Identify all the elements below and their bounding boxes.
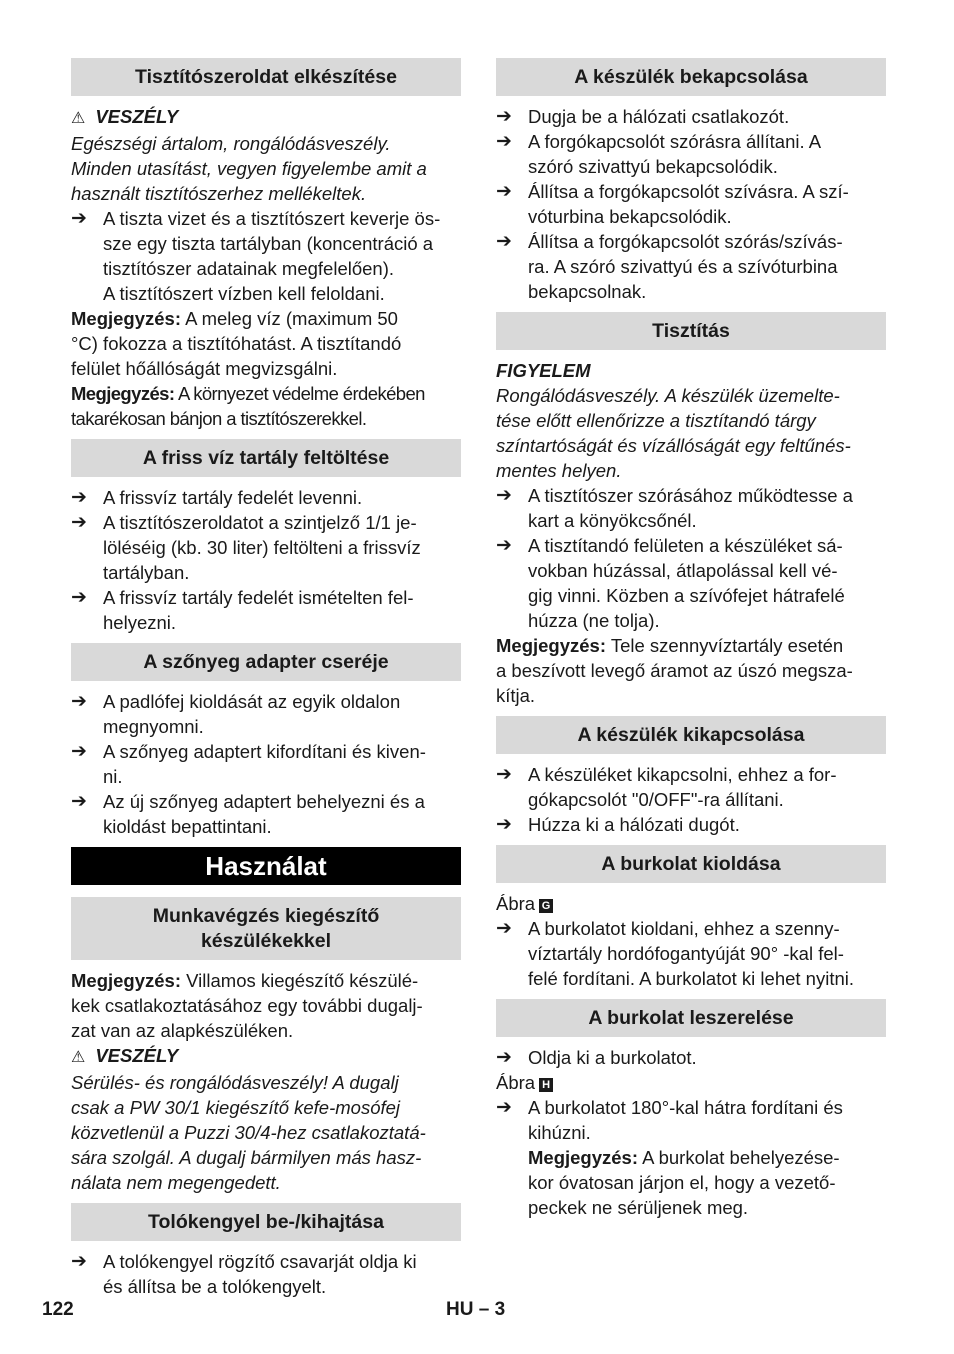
section-heading-carpet-adapter: A szőnyeg adapter cseréje	[71, 643, 461, 681]
left-column	[71, 58, 461, 1299]
arrow-icon: ➔	[71, 587, 87, 608]
arrow-icon: ➔	[496, 535, 512, 556]
section-heading-cleaning: Tisztítás	[496, 312, 886, 350]
list-item: ➔ A burkolatot kioldani, ehhez a szenny- víztartály hordófogantyúját 90° -kal fel- felé fordítani. A burkolatot ki lehet nyitni.	[496, 918, 854, 989]
arrow-icon: ➔	[71, 487, 87, 508]
arrow-icon: ➔	[71, 791, 87, 812]
section-heading-cover-removal: A burkolat leszerelése	[496, 999, 886, 1037]
arrow-icon: ➔	[71, 1251, 87, 1272]
note: Megjegyzés: Villamos kiegészítő készülé- kek csatlakoztatásához egy további dugalj- zat van az alapkészüléken.	[71, 970, 423, 1041]
list-item: ➔ Húzza ki a hálózati dugót.	[496, 814, 740, 835]
attention-text: Rongálódásveszély. A készülék üzemelte- tése előtt ellenőrizze a tisztítandó tárgy színtartóságát és vízállóságát egy feltűnés- mentes helyen.	[496, 385, 851, 481]
figure-reference: Ábra G	[496, 891, 886, 916]
list-item: ➔ A burkolatot 180°-kal hátra fordítani és kihúzni.	[496, 1097, 843, 1143]
list-item: ➔ A padlófej kioldását az egyik oldalon megnyomni.	[71, 691, 401, 737]
note: Megjegyzés: Tele szennyvíztartály esetén a beszívott levegő áramot az úszó megsza- kítja.	[496, 635, 853, 706]
arrow-icon: ➔	[496, 231, 512, 252]
list-item: ➔ A frissvíz tartály fedelét levenni.	[71, 487, 363, 508]
warning-triangle-icon: ⚠	[71, 110, 86, 127]
section-heading-push-handle: Tolókengyel be-/kihajtása	[71, 1203, 461, 1241]
arrow-icon: ➔	[71, 512, 87, 533]
list-item: ➔ A forgókapcsolót szórásra állítani. A szóró szivattyú bekapcsolódik.	[496, 131, 822, 177]
attention-label: FIGYELEM	[496, 360, 591, 381]
section-heading-fresh-water-tank: A friss víz tartály feltöltése	[71, 439, 461, 477]
arrow-icon: ➔	[71, 741, 87, 762]
arrow-icon: ➔	[496, 814, 512, 835]
list-item: ➔ A szőnyeg adaptert kifordítani és kiven- ni.	[71, 741, 426, 787]
note: Megjegyzés: A meleg víz (maximum 50 °C) fokozza a tisztítóhatást. A tisztítandó felület hőállóságát megvizsgálni.	[71, 308, 402, 379]
list-item: ➔ Állítsa a forgókapcsolót szórás/szívás- ra. A szóró szivattyú és a szívóturbina bekapcsolnak.	[496, 231, 843, 302]
arrow-icon: ➔	[496, 181, 512, 202]
list-item: ➔ Állítsa a forgókapcsolót szívásra. A szí- vóturbina bekapcsolódik.	[496, 181, 849, 227]
page-number: 122	[42, 1299, 74, 1320]
list-item: ➔ A tiszta vizet és a tisztítószert keverje ös- sze egy tiszta tartályban (koncentráció a tisztítószer adatainak megfelelően). A tisztítószert vízben kell feloldani.	[71, 208, 441, 304]
list-item: ➔ A frissvíz tartály fedelét ismételten fel- helyezni.	[71, 587, 414, 633]
list-item: ➔ Dugja be a hálózati csatlakozót.	[496, 106, 790, 127]
list-item: ➔ A tisztítószer szórásához működtesse a kart a könyökcsőnél.	[496, 485, 853, 531]
list-item: ➔ A tisztítandó felületen a készüléket sá- vokban húzással, átlapolással kell vé- gig vinni. Közben a szívófejet hátrafelé húzza (ne tolja).	[496, 535, 845, 631]
list-item: ➔ Az új szőnyeg adaptert behelyezni és a kioldást bepattintani.	[71, 791, 425, 837]
right-column	[496, 58, 886, 1220]
arrow-icon: ➔	[496, 1047, 512, 1068]
list-item: ➔ A tisztítószeroldatot a szintjelző 1/1 je- löléséig (kb. 30 liter) feltölteni a frissvíz tartályban.	[71, 512, 421, 583]
note: Megjegyzés: A környezet védelme érdekében takarékosan bánjon a tisztítószerekkel.	[71, 383, 425, 429]
figure-letter-icon: G	[539, 899, 553, 913]
arrow-icon: ➔	[496, 1097, 512, 1118]
section-heading-cover-release: A burkolat kioldása	[496, 845, 886, 883]
arrow-icon: ➔	[496, 106, 512, 127]
figure-letter-icon: H	[539, 1078, 553, 1092]
list-item: ➔ A készüléket kikapcsolni, ehhez a for- gókapcsolót "0/OFF"-ra állítani.	[496, 764, 837, 810]
section-heading-switch-on: A készülék bekapcsolása	[496, 58, 886, 96]
arrow-icon: ➔	[496, 918, 512, 939]
arrow-icon: ➔	[496, 131, 512, 152]
danger-text: Egészségi ártalom, rongálódásveszély. Minden utasítást, vegyen figyelembe amit a használt tisztítószerhez mellékeltek.	[71, 133, 427, 204]
arrow-icon: ➔	[496, 764, 512, 785]
danger-text: Sérülés- és rongálódásveszély! A dugalj csak a PW 30/1 kiegészítő kefe-mosófej közvetlenül a Puzzi 30/4-hez csatlakoztatá- sára szolgál. A dugalj bármilyen más hasz- nálata nem megengedett.	[71, 1072, 426, 1193]
chapter-title: Használat	[71, 847, 461, 885]
warning-triangle-icon: ⚠	[71, 1049, 86, 1066]
list-item: ➔ A tolókengyel rögzítő csavarját oldja ki és állítsa be a tolókengyelt.	[71, 1251, 417, 1297]
section-heading-switch-off: A készülék kikapcsolása	[496, 716, 886, 754]
list-item: ➔ Oldja ki a burkolatot.	[496, 1047, 697, 1068]
section-heading-accessories: Munkavégzés kiegészítő készülékekkel	[71, 897, 461, 960]
danger-label: ⚠ VESZÉLY	[71, 1045, 179, 1066]
language-page-label: HU – 3	[446, 1299, 506, 1320]
note: Megjegyzés: A burkolat behelyezése- kor óvatosan járjon el, hogy a vezető- peckek ne sérüljenek meg.	[528, 1147, 840, 1218]
arrow-icon: ➔	[71, 691, 87, 712]
arrow-icon: ➔	[71, 208, 87, 229]
arrow-icon: ➔	[496, 485, 512, 506]
section-heading-cleaning-solution: Tisztítószeroldat elkészítése	[71, 58, 461, 96]
figure-reference: Ábra H	[496, 1070, 886, 1095]
danger-label: ⚠ VESZÉLY	[71, 106, 179, 127]
